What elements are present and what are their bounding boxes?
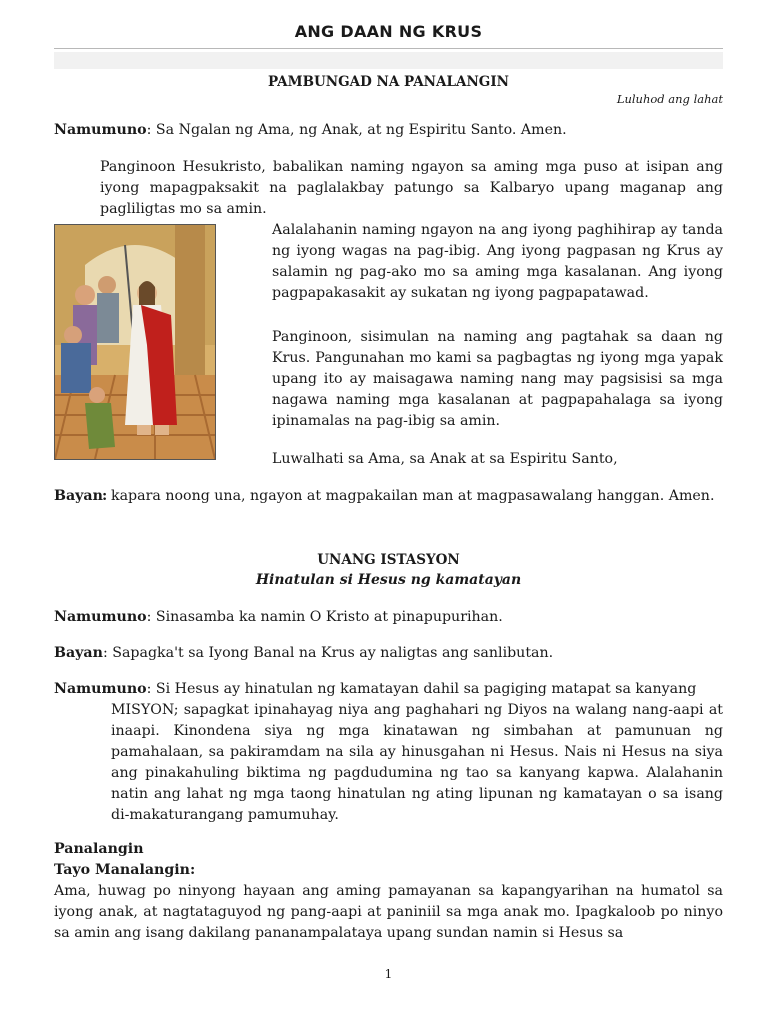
opening-prayer-2: Aalalahanin naming ngayon na ang iyong paghihirap ay tanda ng iyong wagas na pag-ibig. Ang iyong pagpasan ng Krus ay salamin ng pag-ako mo sa aming mga kasalanan. Ang iyong pagpapakasakit ay sukatan ng iyong pagpapatawad. xyxy=(272,222,723,301)
shaded-band xyxy=(54,52,723,69)
document-page xyxy=(54,0,723,1024)
station-people-text: : Sapagka't sa Iyong Banal na Krus ay naligtas ang sanlibutan. xyxy=(102,645,554,661)
kneel-note: Luluhod ang lahat xyxy=(616,92,723,106)
station-leader-label: Namumuno xyxy=(54,609,147,625)
glory-be: Luwalhati sa Ama, sa Anak at sa Espiritu Santo, xyxy=(272,451,618,467)
opening-prayer-1: Panginoon Hesukristo, babalikan naming ngayon sa aming mga puso at isipan ang iyong mapagpaksakit na paglalakbay patungo sa Kalbaryo upang maganap ang pagliligtas mo sa amin. xyxy=(100,159,723,217)
station-reflection-first-line xyxy=(54,679,723,700)
prayer-text: Ama, huwag po ninyong hayaan ang aming pamayanan sa kapangyarihan na humatol sa iyong anak, at nagtataguyod ng pang-aapi at paniniil sa mga anak mo. Ipagkaloob po ninyo sa amin ang isang dakilang pananampalataya upang sundan namin si Hesus sa xyxy=(54,883,723,941)
illustration-svg xyxy=(55,225,215,459)
opening-people-response xyxy=(54,486,723,530)
station-leader-line xyxy=(54,607,723,628)
document-title: ANG DAAN NG KRUS xyxy=(294,22,483,41)
jesus-condemned-illustration xyxy=(54,224,216,460)
station-people-label: Bayan xyxy=(54,645,103,661)
opening-heading: PAMBUNGAD NA PANALANGIN xyxy=(268,74,509,90)
title-rule xyxy=(54,48,723,49)
people-label: Bayan xyxy=(54,488,103,504)
page-number: 1 xyxy=(384,967,393,981)
station-heading: UNANG ISTASYON xyxy=(317,552,460,568)
reflection-leader-label: Namumuno xyxy=(54,681,147,697)
opening-leader-line xyxy=(54,120,723,141)
station-people-line xyxy=(54,643,723,664)
station-leader-text: : Sinasamba ka namin O Kristo at pinapupurihan. xyxy=(146,609,503,625)
people-colon: : xyxy=(102,488,108,504)
opening-prayer-3: Panginoon, sisimulan na naming ang pagtahak sa daan ng Krus. Pangunahan mo kami sa pagbagtas ng iyong mga yapak upang ito ay maisagawa naming nang may pagsisisi sa mga nagawa naming mga kasalanan at pagpapahalaga sa iyong ipinamalas na pag-ibig sa amin. xyxy=(272,329,723,429)
prayer-heading: Panalangin xyxy=(54,841,144,857)
prayer-call: Tayo Manalangin: xyxy=(54,862,196,878)
people-text: kapara noong una, ngayon at magpakailan man at magpasawalang hanggan. Amen. xyxy=(111,488,715,504)
station-reflection-rest: MISYON; sapagkat ipinahayag niya ang paghahari ng Diyos na walang nang-aapi at inaapi. Kinondena siya ng mga kinatawan ng simbahan at pamunuan ng pamahalaan, sa pakiramdam na sila ay hinusgahan ni Hesus. Nais ni Hesus na siya ang pinakahuling biktima ng pagdudumina ng tao sa kanyang kapwa. Alalahanin natin ang lahat ng mga taong hinatulan ng ating lipunan ng kamatayan o sa isang di-makaturangang pamumuhay. xyxy=(111,702,723,823)
reflection-first-text: : Si Hesus ay hinatulan ng kamatayan dahil sa pagiging matapat sa kanyang xyxy=(146,681,697,697)
station-subtitle: Hinatulan si Hesus ng kamatayan xyxy=(255,572,522,588)
leader-label: Namumuno xyxy=(54,122,147,138)
leader-text: : Sa Ngalan ng Ama, ng Anak, at ng Espiritu Santo. Amen. xyxy=(146,122,567,138)
